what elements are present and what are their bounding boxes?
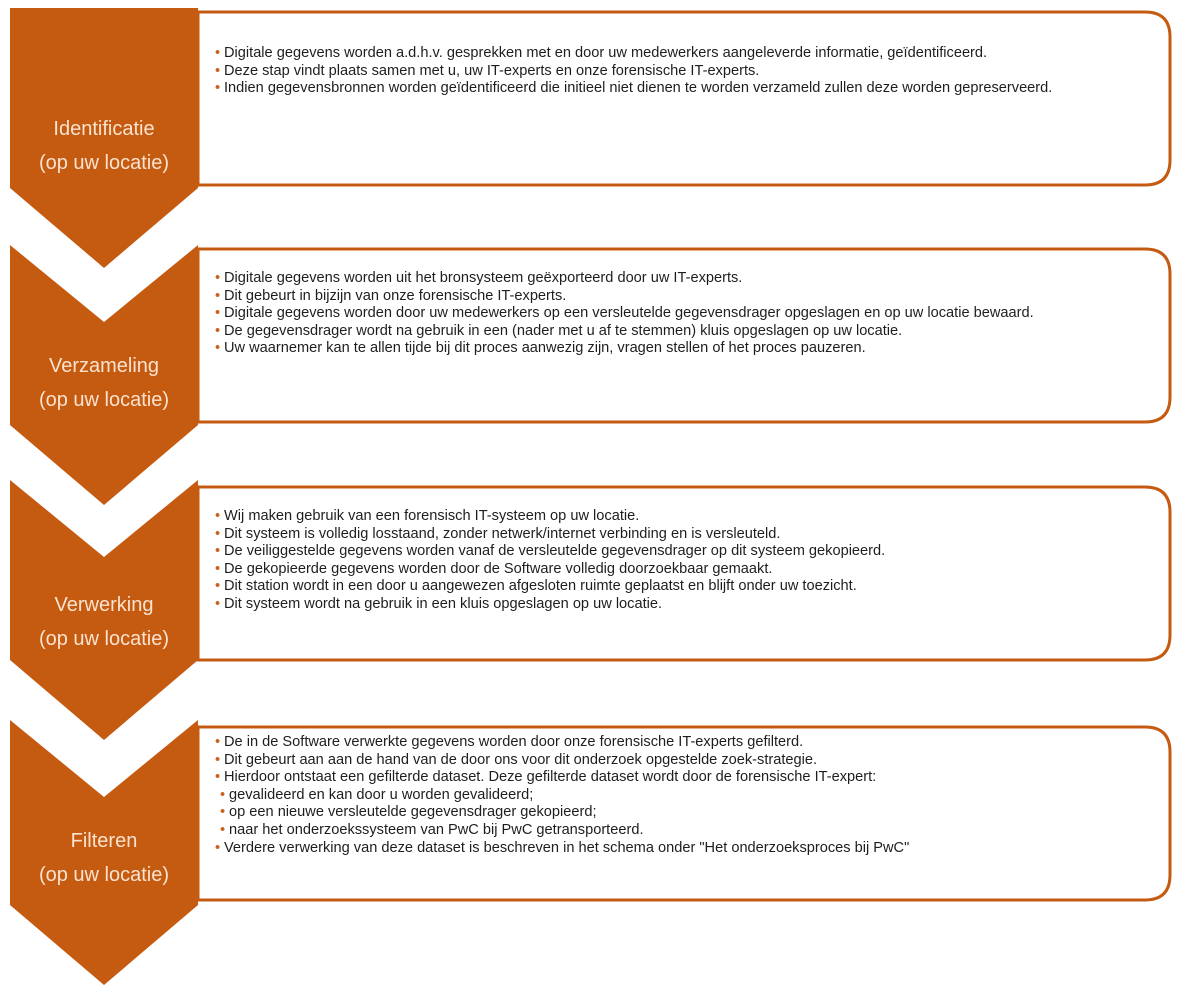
bullet-item: • Digitale gegevens worden uit het bronsysteem geëxporteerd door uw IT-experts. xyxy=(215,270,1153,288)
stage-title: Verzameling xyxy=(48,355,160,377)
bullet-item: • Uw waarnemer kan te allen tijde bij dit proces aanwezig zijn, vragen stellen of het proces pauzeren. xyxy=(215,340,1153,358)
bullet-list xyxy=(215,270,1153,358)
stage-label-identificatie xyxy=(10,112,198,180)
bullet-list xyxy=(215,734,1153,857)
bullet-item: • Dit gebeurt in bijzijn van onze forensische IT-experts. xyxy=(215,288,1153,306)
stage-label-verzameling xyxy=(10,349,198,417)
bullet-item: • Digitale gegevens worden a.d.h.v. gesprekken met en door uw medewerkers aangeleverde informatie, geïdentificeerd. xyxy=(215,45,1153,63)
stage-label-verwerking xyxy=(10,588,198,656)
bullet-item: • De gegevensdrager wordt na gebruik in een (nader met u af te stemmen) kluis opgeslagen op uw locatie. xyxy=(215,323,1153,341)
bullet-item: • Indien gegevensbronnen worden geïdentificeerd die initieel niet dienen te worden verzameld zullen deze worden gepreserveerd. xyxy=(215,80,1153,98)
bullet-item: • De in de Software verwerkte gegevens worden door onze forensische IT-experts gefilterd. xyxy=(215,734,1153,752)
stage-details-identificatie xyxy=(205,45,1165,98)
stage-subtitle: (op uw locatie) xyxy=(38,389,170,411)
bullet-item: • Dit systeem wordt na gebruik in een kluis opgeslagen op uw locatie. xyxy=(215,596,1153,614)
bullet-list xyxy=(215,508,1153,614)
bullet-item: • Dit systeem is volledig losstaand, zonder netwerk/internet verbinding en is versleuteld. xyxy=(215,526,1153,544)
stage-subtitle: (op uw locatie) xyxy=(38,864,170,886)
bullet-list xyxy=(215,45,1153,98)
bullet-item: • Wij maken gebruik van een forensisch IT-systeem op uw locatie. xyxy=(215,508,1153,526)
bullet-item: • De veiliggestelde gegevens worden vanaf de versleutelde gegevensdrager op dit systeem gekopieerd. xyxy=(215,543,1153,561)
bullet-item: • Dit station wordt in een door u aangewezen afgesloten ruimte geplaatst en blijft onder uw toezicht. xyxy=(215,578,1153,596)
bullet-item: • Digitale gegevens worden door uw medewerkers op een versleutelde gegevensdrager opgeslagen en op uw locatie bewaard. xyxy=(215,305,1153,323)
stage-subtitle: (op uw locatie) xyxy=(38,628,170,650)
stage-details-verzameling xyxy=(205,270,1165,358)
bullet-item: • De gekopieerde gegevens worden door de Software volledig doorzoekbaar gemaakt. xyxy=(215,561,1153,579)
stage-label-filteren xyxy=(10,824,198,892)
bullet-item: • Deze stap vindt plaats samen met u, uw IT-experts en onze forensische IT-experts. xyxy=(215,63,1153,81)
bullet-item: • Verdere verwerking van deze dataset is beschreven in het schema onder "Het onderzoeksproces bij PwC" xyxy=(215,840,1153,858)
sub-bullet-item: • naar het onderzoekssysteem van PwC bij PwC getransporteerd. xyxy=(215,822,1153,840)
stage-title: Filteren xyxy=(70,830,138,852)
sub-bullet-item: • op een nieuwe versleutelde gegevensdrager gekopieerd; xyxy=(215,804,1153,822)
stage-title: Verwerking xyxy=(54,594,154,616)
stage-details-verwerking xyxy=(205,508,1165,614)
bullet-item: • Dit gebeurt aan aan de hand van de door ons voor dit onderzoek opgestelde zoek-strategie. xyxy=(215,752,1153,770)
stage-subtitle: (op uw locatie) xyxy=(38,152,170,174)
sub-bullet-item: • gevalideerd en kan door u worden gevalideerd; xyxy=(215,787,1153,805)
bullet-item: • Hierdoor ontstaat een gefilterde dataset. Deze gefilterde dataset wordt door de forensische IT-expert: xyxy=(215,769,1153,787)
stage-title: Identificatie xyxy=(53,118,155,140)
stage-box-identificatie xyxy=(198,12,1170,185)
stage-details-filteren xyxy=(205,734,1165,857)
